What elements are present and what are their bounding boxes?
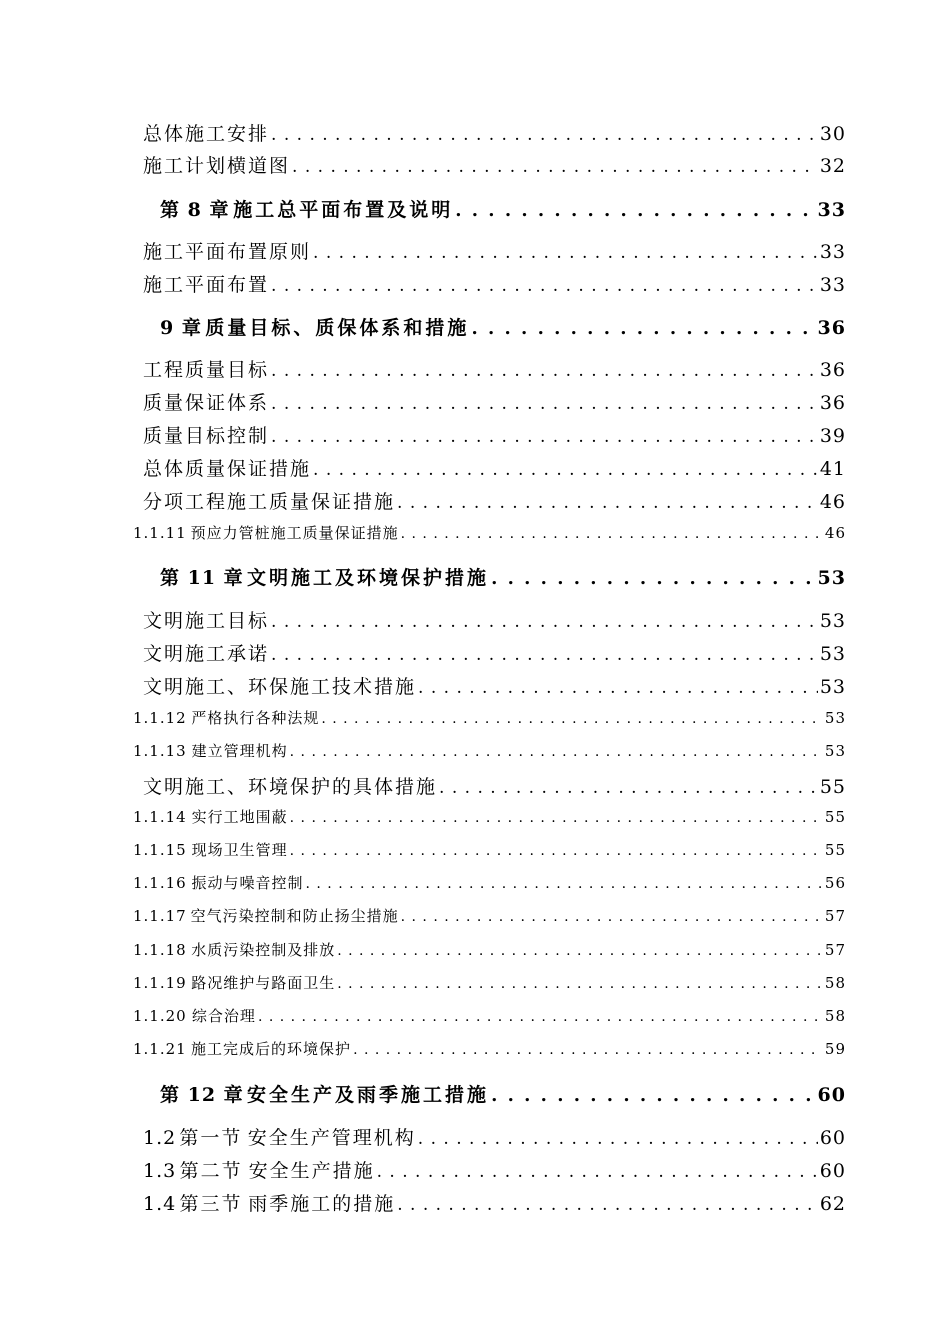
toc-subentry[interactable] — [133, 909, 846, 924]
toc-entry-title: 文明施工、环境保护的具体措施 — [143, 776, 438, 798]
toc-entry-title: 质量保证体系 — [143, 392, 270, 414]
toc-leader-dots — [455, 202, 815, 220]
toc-chapter-entry[interactable] — [160, 1086, 846, 1105]
toc-leader-dots — [290, 811, 823, 825]
toc-entry-page: 56 — [824, 874, 846, 892]
toc-entry-number: 1.1.19 — [133, 974, 187, 992]
toc-entry-title: 雨季施工的措施 — [248, 1193, 396, 1215]
toc-entry-title: 综合治理 — [191, 1007, 256, 1025]
toc-entry-number: 1.2 — [143, 1127, 177, 1149]
toc-entry-number: 1.3 — [143, 1160, 177, 1182]
toc-entry-number: 1.1.20 — [133, 1007, 187, 1025]
toc-entry-page: 39 — [819, 425, 846, 447]
toc-leader-dots — [292, 159, 818, 176]
toc-entry[interactable] — [143, 125, 846, 144]
toc-subentry[interactable] — [133, 876, 846, 891]
toc-leader-dots — [439, 780, 818, 797]
toc-entry-page: 55 — [824, 808, 846, 826]
toc-leader-dots — [418, 680, 818, 697]
toc-leader-dots — [353, 1043, 823, 1057]
toc-entry-title: 施工计划横道图 — [143, 155, 291, 177]
toc-leader-dots — [271, 278, 818, 295]
toc-leader-dots — [401, 527, 823, 541]
toc-entry-number: 1.1.16 — [133, 874, 187, 892]
toc-entry-page: 30 — [819, 123, 846, 145]
toc-leader-dots — [271, 127, 818, 144]
toc-entry[interactable] — [143, 678, 846, 697]
toc-subentry[interactable] — [133, 843, 846, 858]
toc-subentry[interactable] — [133, 943, 846, 958]
toc-entry[interactable] — [143, 778, 846, 797]
toc-section-entry[interactable] — [143, 1162, 846, 1181]
toc-leader-dots — [418, 1131, 818, 1148]
toc-chapter-number: 9 章 — [160, 317, 202, 339]
toc-entry[interactable] — [143, 427, 846, 446]
toc-entry-page: 60 — [817, 1084, 846, 1106]
toc-entry-number: 1.4 — [143, 1193, 177, 1215]
toc-subentry[interactable] — [133, 1042, 846, 1057]
toc-leader-dots — [397, 1197, 818, 1214]
toc-leader-dots — [290, 745, 823, 759]
toc-entry[interactable] — [143, 460, 846, 479]
toc-chapter-number: 第 8 章 — [160, 199, 230, 221]
toc-subentry[interactable] — [133, 810, 846, 825]
toc-entry-page: 55 — [819, 776, 846, 798]
toc-entry-title: 施工平面布置原则 — [143, 241, 312, 263]
toc-entry-page: 58 — [824, 1007, 846, 1025]
toc-section-label: 第二节 — [179, 1160, 243, 1182]
toc-entry[interactable] — [143, 493, 846, 512]
toc-entry-number: 1.1.21 — [133, 1040, 187, 1058]
toc-section-label: 第一节 — [179, 1127, 243, 1149]
toc-entry-page: 33 — [819, 241, 846, 263]
toc-entry-title: 建立管理机构 — [191, 742, 288, 760]
toc-subentry[interactable] — [133, 711, 846, 726]
toc-entry-page: 41 — [819, 458, 846, 480]
toc-subentry[interactable] — [133, 526, 846, 541]
toc-entry-page: 53 — [824, 742, 846, 760]
toc-entry-title: 文明施工目标 — [143, 610, 270, 632]
toc-leader-dots — [290, 844, 823, 858]
toc-leader-dots — [271, 429, 818, 446]
toc-entry-page: 53 — [819, 643, 846, 665]
toc-entry-page: 60 — [819, 1160, 846, 1182]
toc-leader-dots — [397, 495, 818, 512]
toc-leader-dots — [377, 1164, 818, 1181]
toc-entry-title: 总体质量保证措施 — [143, 458, 312, 480]
toc-entry-title: 路况维护与路面卫生 — [191, 974, 336, 992]
toc-entry-title: 实行工地围蔽 — [191, 808, 288, 826]
toc-entry-page: 36 — [817, 317, 846, 339]
toc-entry-page: 33 — [817, 199, 846, 221]
toc-entry[interactable] — [143, 157, 846, 176]
toc-chapter-entry[interactable] — [160, 319, 846, 338]
toc-entry-page: 36 — [819, 392, 846, 414]
toc-entry-title: 空气污染控制和防止扬尘措施 — [190, 907, 399, 925]
toc-entry-page: 57 — [824, 941, 846, 959]
toc-entry-title: 总体施工安排 — [143, 123, 270, 145]
toc-entry-number: 1.1.12 — [133, 709, 187, 727]
toc-entry-title: 分项工程施工质量保证措施 — [143, 491, 396, 513]
toc-leader-dots — [313, 462, 818, 479]
toc-entry-page: 53 — [819, 676, 846, 698]
toc-entry-title: 安全生产管理机构 — [247, 1127, 416, 1149]
toc-leader-dots — [313, 245, 818, 262]
toc-entry-page: 53 — [817, 567, 846, 589]
toc-entry-number: 1.1.17 — [133, 907, 187, 925]
toc-entry-title: 振动与噪音控制 — [191, 874, 304, 892]
toc-subentry[interactable] — [133, 1009, 846, 1024]
toc-entry-number: 1.1.11 — [133, 524, 187, 542]
toc-entry-page: 53 — [824, 709, 846, 727]
toc-leader-dots — [271, 363, 818, 380]
toc-subentry[interactable] — [133, 744, 846, 759]
toc-section-entry[interactable] — [143, 1129, 846, 1148]
toc-leader-dots — [471, 320, 815, 338]
toc-entry-page: 59 — [824, 1040, 846, 1058]
toc-entry-title: 文明施工、环保施工技术措施 — [143, 676, 417, 698]
toc-entry-page: 33 — [819, 274, 846, 296]
toc-entry-page: 57 — [824, 907, 846, 925]
toc-entry-title: 预应力管桩施工质量保证措施 — [190, 524, 399, 542]
toc-entry-title: 安全生产措施 — [248, 1160, 375, 1182]
toc-chapter-entry[interactable] — [160, 569, 846, 588]
toc-entry-title: 工程质量目标 — [143, 359, 270, 381]
toc-entry[interactable] — [143, 243, 846, 262]
toc-entry-page: 62 — [819, 1193, 846, 1215]
toc-chapter-number: 第 11 章 — [160, 567, 244, 589]
toc-entry-page: 36 — [819, 359, 846, 381]
toc-leader-dots — [271, 647, 818, 664]
toc-entry-page: 60 — [819, 1127, 846, 1149]
toc-leader-dots — [491, 1087, 815, 1105]
toc-entry-title: 施工总平面布置及说明 — [233, 199, 454, 221]
toc-entry-title: 文明施工及环境保护措施 — [247, 567, 490, 589]
toc-entry-number: 1.1.13 — [133, 742, 187, 760]
toc-entry[interactable] — [143, 645, 846, 664]
toc-leader-dots — [337, 977, 823, 991]
toc-chapter-number: 第 12 章 — [160, 1084, 244, 1106]
toc-entry[interactable] — [143, 394, 846, 413]
toc-leader-dots — [337, 944, 823, 958]
toc-entry-number: 1.1.15 — [133, 841, 187, 859]
toc-section-entry[interactable] — [143, 1195, 846, 1214]
toc-leader-dots — [491, 570, 815, 588]
toc-entry-title: 文明施工承诺 — [143, 643, 270, 665]
toc-entry-page: 46 — [819, 491, 846, 513]
toc-leader-dots — [401, 910, 823, 924]
toc-entry-title: 现场卫生管理 — [191, 841, 288, 859]
toc-entry[interactable] — [143, 361, 846, 380]
toc-section-label: 第三节 — [179, 1193, 243, 1215]
toc-entry-number: 1.1.14 — [133, 808, 187, 826]
toc-entry-title: 施工平面布置 — [143, 274, 270, 296]
toc-entry[interactable] — [143, 612, 846, 631]
toc-entry-number: 1.1.18 — [133, 941, 187, 959]
toc-entry-title: 施工完成后的环境保护 — [191, 1040, 352, 1058]
toc-leader-dots — [321, 712, 823, 726]
toc-entry-title: 质量目标、质保体系和措施 — [205, 317, 470, 339]
toc-entry-page: 32 — [819, 155, 846, 177]
toc-leader-dots — [258, 1010, 823, 1024]
toc-leader-dots — [306, 877, 823, 891]
toc-entry-title: 严格执行各种法规 — [191, 709, 320, 727]
toc-chapter-entry[interactable] — [160, 201, 846, 220]
toc-entry-page: 55 — [824, 841, 846, 859]
toc-subentry[interactable] — [133, 976, 846, 991]
toc-leader-dots — [271, 396, 818, 413]
toc-entry-page: 53 — [819, 610, 846, 632]
toc-leader-dots — [271, 614, 818, 631]
toc-entry-page: 46 — [824, 524, 846, 542]
toc-entry-title: 安全生产及雨季施工措施 — [247, 1084, 490, 1106]
toc-entry-title: 水质污染控制及排放 — [191, 941, 336, 959]
toc-entry-page: 58 — [824, 974, 846, 992]
toc-entry[interactable] — [143, 276, 846, 295]
toc-entry-title: 质量目标控制 — [143, 425, 270, 447]
